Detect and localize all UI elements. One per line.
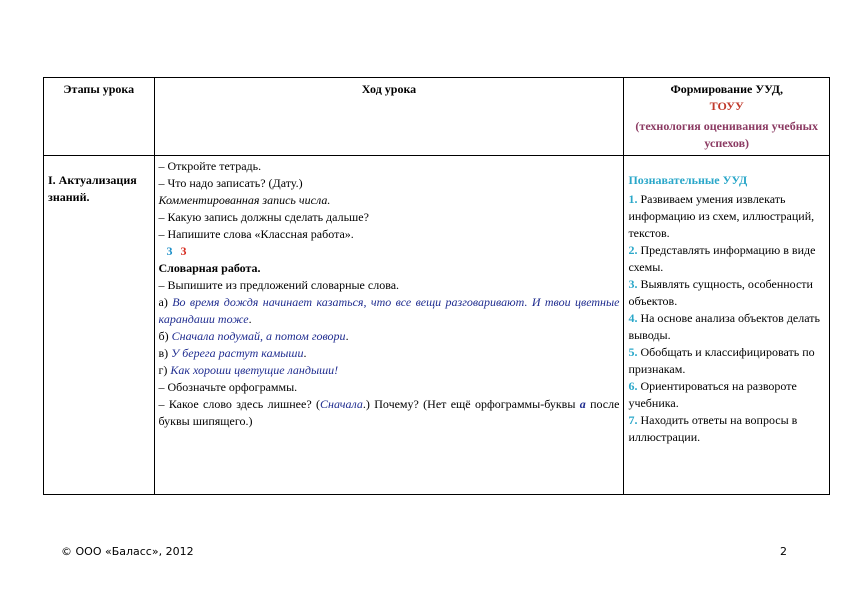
lesson-line: Комментированная запись числа. xyxy=(158,193,331,207)
question-part: – Какое слово здесь лишнее? ( xyxy=(158,397,320,411)
uud-text: Обобщать и классифицировать по признакам. xyxy=(628,345,815,376)
dictation-title: Словарная работа. xyxy=(158,261,261,275)
lesson-line: – Что надо записать? (Дату.) xyxy=(158,176,303,190)
lesson-line: – Откройте тетрадь. xyxy=(158,159,262,173)
question-part: после буквы шипящего.) xyxy=(158,397,620,428)
uud-item xyxy=(628,344,825,378)
sentence-b xyxy=(159,328,620,345)
uud-text: Представлять информацию в виде схемы. xyxy=(628,243,816,274)
question-part: .) Почему? (Нет ещё орфограммы-буквы xyxy=(362,397,580,411)
header-row xyxy=(44,78,830,156)
lesson-line: – Напишите слова «Классная работа». xyxy=(158,227,354,241)
uud-number: 4. xyxy=(628,311,638,325)
sentence-text: Как хороши цветущие ландыши! xyxy=(170,363,339,377)
question-letter: а xyxy=(579,397,586,411)
sentence-text: У берега растут камыши xyxy=(171,346,304,360)
uud-item xyxy=(628,310,825,344)
lesson-line: – Выпишите из предложений словарные слова. xyxy=(158,278,400,292)
page-number: 2 xyxy=(780,545,787,558)
lesson-line: – Обозначьте орфограммы. xyxy=(158,380,298,394)
question-word: Сначала xyxy=(319,397,363,411)
toy-marks xyxy=(159,243,620,260)
uud-text: Ориентироваться на развороте учебника. xyxy=(628,379,797,410)
stage-cell: I. Актуализация знаний. xyxy=(44,156,155,495)
uud-text: Выявлять сущность, особенности объектов. xyxy=(628,277,813,308)
footer-copyright: © ООО «Баласс», 2012 xyxy=(61,545,194,558)
table-row xyxy=(44,156,830,495)
question-line xyxy=(159,396,620,430)
uud-text: Находить ответы на вопросы в иллюстрации. xyxy=(628,413,798,444)
header-uud xyxy=(624,78,830,156)
sentence-prefix: г) xyxy=(158,363,171,377)
sentence-prefix: а) xyxy=(158,295,173,309)
uud-item xyxy=(628,378,825,412)
uud-item xyxy=(628,276,825,310)
uud-number: 7. xyxy=(628,413,638,427)
toy-mark-red: 3 xyxy=(180,244,187,258)
sentence-text: Сначала подумай, а потом говори xyxy=(171,329,346,343)
uud-text: Развиваем умения извлекать информацию из схем, иллюстраций, текстов. xyxy=(628,192,815,240)
uud-number: 2. xyxy=(628,243,638,257)
sentence-a xyxy=(159,294,620,328)
uud-number: 6. xyxy=(628,379,638,393)
header-stages: Этапы урока xyxy=(44,78,155,156)
lesson-table xyxy=(43,77,830,495)
sentence-end: . xyxy=(345,329,349,343)
sentence-v xyxy=(159,345,620,362)
lesson-line: – Какую запись должны сделать дальше? xyxy=(158,210,369,224)
uud-number: 5. xyxy=(628,345,638,359)
uud-number: 1. xyxy=(628,192,638,206)
header-lesson-flow: Ход урока xyxy=(154,78,624,156)
sentence-end: . xyxy=(303,346,307,360)
uud-item xyxy=(628,242,825,276)
sentence-prefix: б) xyxy=(158,329,172,343)
uud-item xyxy=(628,191,825,242)
sentence-text: Во время дождя начинает казаться, что все вещи разговаривают. И твои цветные карандаши тоже xyxy=(158,295,620,326)
uud-item xyxy=(628,412,825,446)
header-toy: ТОУУ xyxy=(709,99,744,113)
uud-cell xyxy=(624,156,830,495)
uud-number: 3. xyxy=(628,277,638,291)
header-uud-title: Формирование УУД, xyxy=(670,82,783,96)
toy-mark-blue: 3 xyxy=(166,244,173,258)
sentence-end: . xyxy=(248,312,252,326)
lesson-cell xyxy=(154,156,624,495)
sentence-prefix: в) xyxy=(158,346,172,360)
uud-text: На основе анализа объектов делать выводы. xyxy=(628,311,820,342)
sentence-g xyxy=(159,362,620,379)
uud-title: Познавательные УУД xyxy=(628,173,748,187)
header-toy-description: (технология оценивания учебных успехов) xyxy=(635,119,818,150)
